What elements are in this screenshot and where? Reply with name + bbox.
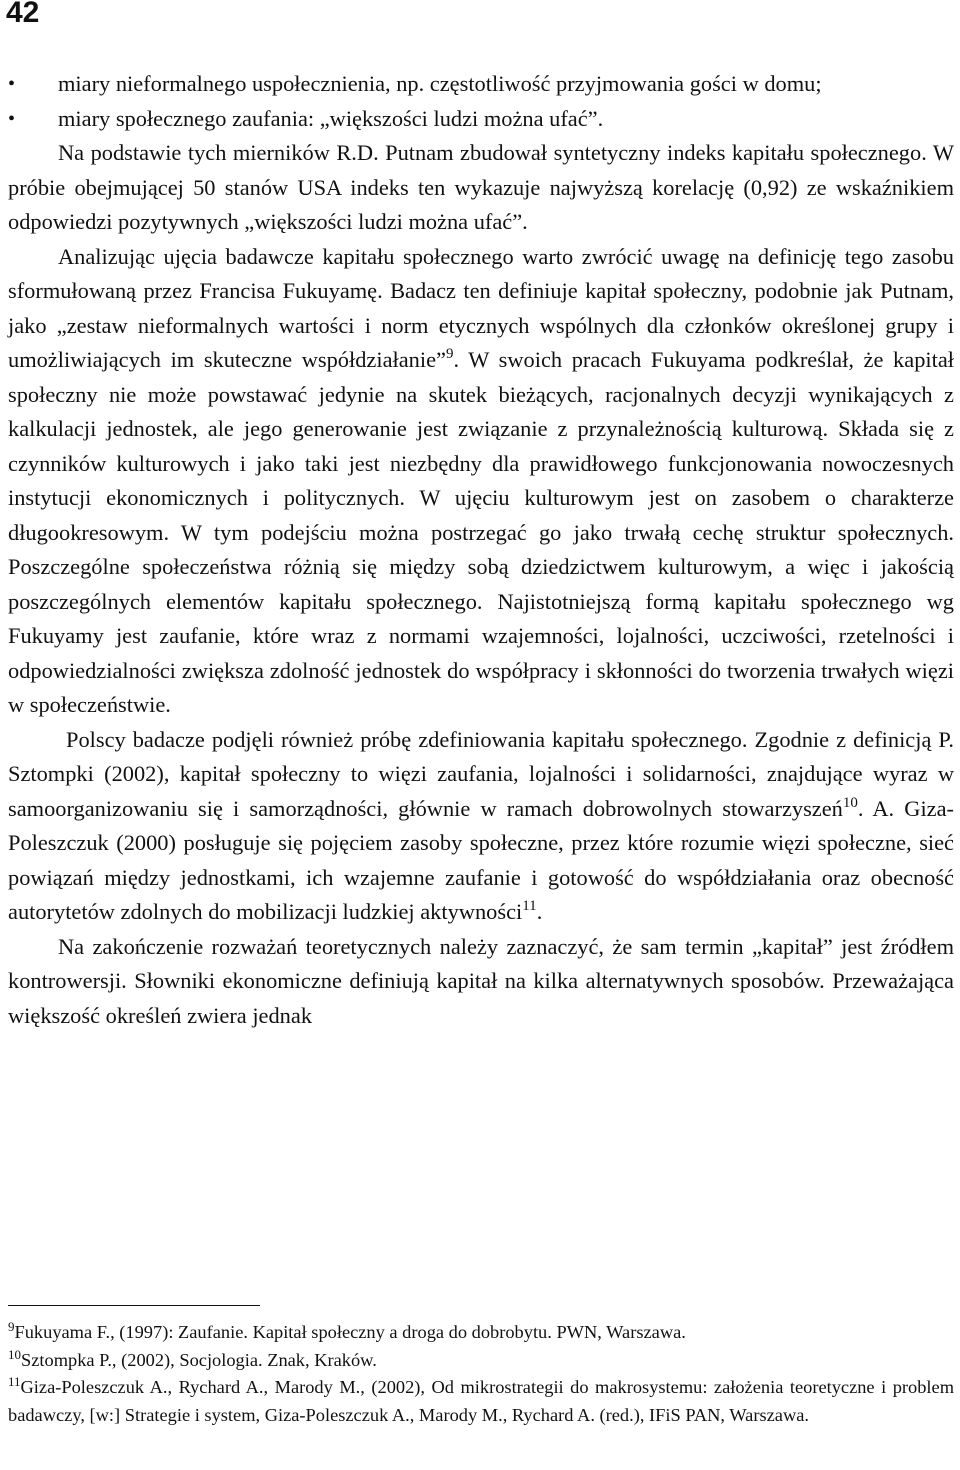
bullet-item <box>8 67 954 102</box>
paragraph-fukuyama <box>8 240 954 723</box>
footnote-number: 9 <box>8 1319 15 1334</box>
footnote-item <box>8 1374 954 1429</box>
footnote-number: 11 <box>8 1374 21 1389</box>
footnote-item <box>8 1319 954 1347</box>
bullet-item <box>8 102 954 137</box>
footnote-ref[interactable]: 9 <box>445 346 454 362</box>
bullet-icon: • <box>8 73 16 95</box>
paragraph-polish-researchers <box>8 723 954 930</box>
body-text <box>8 67 954 1033</box>
paragraph-conclusion <box>8 930 954 1034</box>
bullet-text: miary społecznego zaufania: „większości ludzi można ufać”. <box>58 105 604 131</box>
paragraph-text: . A. Giza-Poleszczuk (2000) posługuje się pojęciem zasoby społeczne, przez które rozumie więzi społeczne, sieć powiązań między jednostkami, ich wzajemne zaufanie i gotowość do współdziałania oraz obecność autorytetów zdolnych do mobilizacji ludzkiej aktywności <box>8 795 954 924</box>
paragraph-text: . <box>536 899 543 924</box>
bullet-icon: • <box>8 107 16 130</box>
paragraph-text: Polscy badacze podjęli również próbę zdefiniowania kapitału społecznego. Zgodnie z definicją P. Sztompki (2002), kapitał społeczny to więzi zaufania, lojalności i solidarności, znajdujące wyraz w samoorganizowaniu się i samorządności, głównie w ramach dobrowolnych stowarzyszeń <box>8 726 954 821</box>
footnote-item <box>8 1347 954 1375</box>
footnote-number: 10 <box>8 1346 21 1362</box>
footnote-divider <box>8 1305 260 1306</box>
footnotes <box>8 1319 954 1429</box>
footnote-ref[interactable]: 11 <box>522 898 537 914</box>
bullet-text: miary nieformalnego uspołecznienia, np. częstotliwość przyjmowania gości w domu; <box>58 71 822 96</box>
paragraph-text: Na zakończenie rozważań teoretycznych należy zaznaczyć, że sam termin „kapitał” jest źródłem kontrowersji. Słowniki ekonomiczne definiują kapitał na kilka alternatywnych sposobów. Przeważająca większość określeń zwiera jednak <box>8 933 954 1028</box>
footnote-text: Giza-Poleszczuk A., Rychard A., Marody M., (2002), Od mikrostrategii do makrosystemu: założenia teoretyczne i problem badawczy, [w:] Strategie i system, Giza-Poleszczuk A., Marody M., Rychard A. (red.), IFiS PAN, Warszawa. <box>8 1377 954 1425</box>
footnote-text: Sztompka P., (2002), Socjologia. Znak, Kraków. <box>21 1349 377 1370</box>
page-number: 42 <box>6 0 40 29</box>
footnote-ref[interactable]: 10 <box>842 794 858 811</box>
paragraph-text: Analizując ujęcia badawcze kapitału społecznego warto zwrócić uwagę na definicję tego zasobu sformułowaną przez Francisa Fukuyamę. Badacz ten definiuje kapitał społeczny, podobnie jak Putnam, jako „zestaw nieformalnych wartości i norm etycznych wspólnych dla członków określonej grupy i umożliwiających im skuteczne współdziałanie” <box>8 243 954 372</box>
bullet-list <box>8 67 954 136</box>
paragraph-text: . W swoich pracach Fukuyama podkreślał, że kapitał społeczny nie może powstawać jedynie na skutek bieżących, racjonalnych decyzji wynikających z kalkulacji jednostek, ale jego generowanie jest związanie z przynależnością kulturową. Składa się z czynników kulturowych i jako taki jest niezbędny dla prawidłowego funkcjonowania nowoczesnych instytucji ekonomicznych i politycznych. W ujęciu kulturowym jest on zasobem o charakterze długookresowym. W tym podejściu można postrzegać go jako trwałą cechę struktur społecznych. Poszczególne społeczeństwa różnią się między sobą dziedzictwem kulturowym, a więc i jakością poszczególnych elementów kapitału społecznego. Najistotniejszą formą kapitału społecznego wg Fukuyamy jest zaufanie, które wraz z normami wzajemności, lojalności, uczciwości, rzetelności i odpowiedzialności zwiększa zdolność jednostek do współpracy i skłonności do tworzenia trwałych więzi w społeczeństwie. <box>8 347 954 717</box>
footnote-text: Fukuyama F., (1997): Zaufanie. Kapitał społeczny a droga do dobrobytu. PWN, Warszawa. <box>14 1322 686 1342</box>
paragraph-text: Na podstawie tych mierników R.D. Putnam zbudował syntetyczny indeks kapitału społecznego. W próbie obejmującej 50 stanów USA indeks ten wykazuje najwyższą korelację (0,92) ze wskaźnikiem odpowiedzi pozytywnych „większości ludzi można ufać”. <box>8 140 954 234</box>
paragraph-putnam-index <box>8 136 954 240</box>
